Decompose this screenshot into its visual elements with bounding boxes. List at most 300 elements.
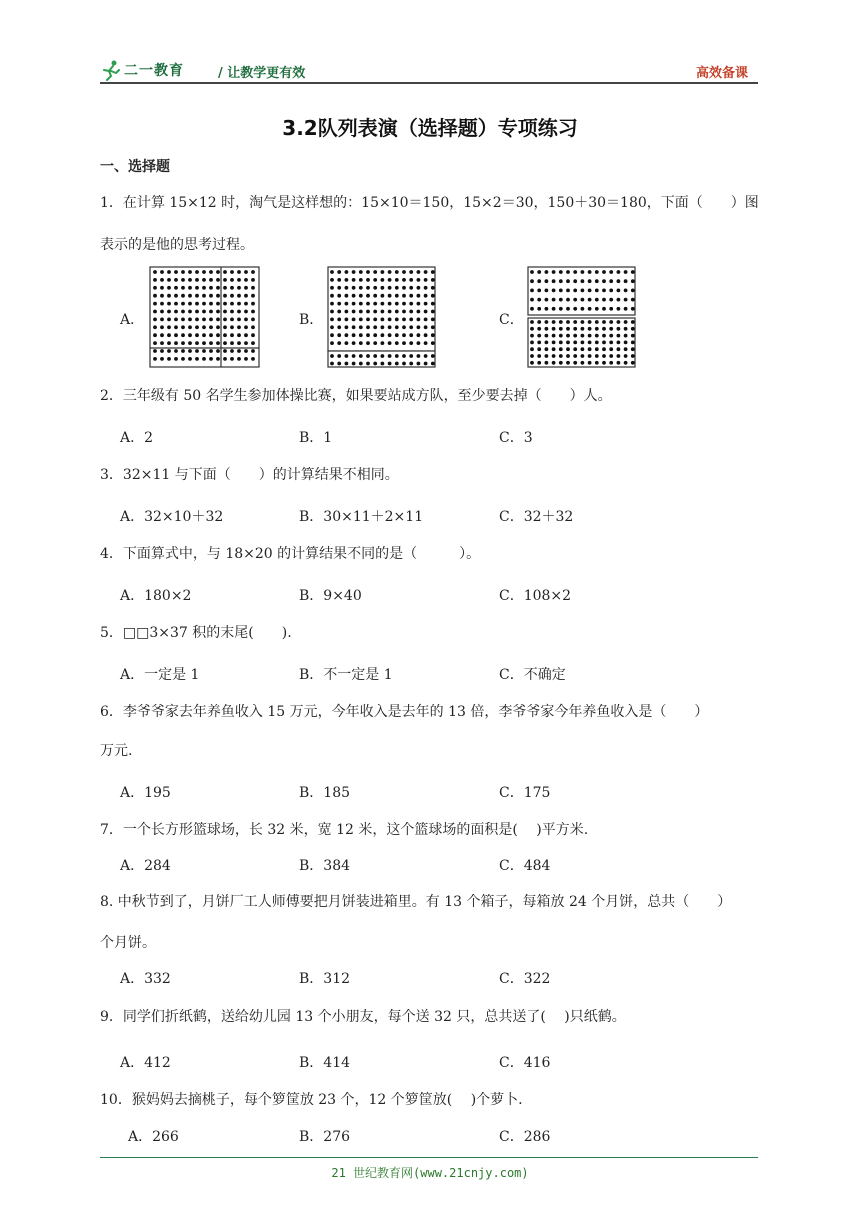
q2-option-b: B．1	[299, 430, 333, 446]
dot	[237, 349, 241, 353]
dot	[595, 327, 599, 331]
q6-option-b: B．185	[299, 785, 351, 801]
dot	[595, 289, 599, 293]
dot	[202, 318, 206, 322]
dot	[595, 270, 599, 274]
dot	[167, 310, 171, 314]
dot	[167, 325, 171, 329]
dot	[359, 318, 363, 322]
dot	[417, 325, 421, 329]
dot	[230, 286, 234, 290]
dot	[160, 325, 164, 329]
dot	[237, 357, 241, 361]
dot	[209, 357, 213, 361]
dot	[573, 279, 577, 283]
dot	[566, 279, 570, 283]
dot	[244, 333, 248, 337]
dot	[631, 347, 635, 351]
dot	[209, 349, 213, 353]
dot	[167, 278, 171, 282]
dot	[402, 278, 406, 282]
dot	[602, 289, 606, 293]
dot	[237, 333, 241, 337]
q7-option-a: A．284	[120, 858, 171, 874]
dot	[388, 362, 392, 366]
dot	[409, 302, 413, 306]
question-3: 3．32×11 与下面（ ）的计算结果不相同。	[100, 467, 399, 483]
dot	[409, 294, 413, 298]
dot	[330, 278, 334, 282]
dot	[595, 361, 599, 365]
dot	[602, 361, 606, 365]
dot	[216, 270, 220, 274]
header-tag: 高效备课	[695, 66, 748, 81]
dot	[609, 298, 613, 302]
dot	[395, 354, 399, 358]
question-2: 2．三年级有 50 名学生参加体操比赛，如果要站成方队，至少要去掉（ ）人。	[100, 388, 612, 404]
dot	[595, 307, 599, 311]
dot	[537, 289, 541, 293]
dot	[337, 325, 341, 329]
dot	[352, 302, 356, 306]
dot	[409, 325, 413, 329]
dot	[545, 279, 549, 283]
dot	[431, 354, 435, 358]
dot	[352, 318, 356, 322]
dot	[373, 341, 377, 345]
dot	[359, 325, 363, 329]
q8-option-b: B．312	[299, 971, 351, 987]
dot	[202, 349, 206, 353]
question-9: 9．同学们折纸鹤，送给幼儿园 13 个小朋友，每个送 32 只，总共送了( )只纸鹤。	[100, 1009, 626, 1025]
dot	[195, 333, 199, 337]
q2-option-a: A．2	[120, 430, 154, 446]
dot	[373, 278, 377, 282]
dot	[244, 318, 248, 322]
dot	[537, 347, 541, 351]
dot	[381, 362, 385, 366]
dot	[160, 349, 164, 353]
dot	[545, 354, 549, 358]
dot	[160, 270, 164, 274]
dot	[530, 270, 534, 274]
dot	[330, 286, 334, 290]
dot	[216, 286, 220, 290]
dot	[417, 278, 421, 282]
dot	[431, 341, 435, 345]
dot	[609, 279, 613, 283]
dot	[559, 361, 563, 365]
dot	[244, 270, 248, 274]
dot	[573, 347, 577, 351]
dot	[552, 361, 556, 365]
dot	[581, 327, 585, 331]
dot	[602, 347, 606, 351]
dot	[388, 325, 392, 329]
dot	[188, 310, 192, 314]
dot	[617, 341, 621, 345]
dot	[424, 278, 428, 282]
dot	[424, 354, 428, 358]
dot	[609, 327, 613, 331]
dot	[631, 279, 635, 283]
dot	[573, 289, 577, 293]
dot	[366, 362, 370, 366]
question-1-line2: 表示的是他的思考过程。	[100, 237, 254, 253]
dot	[181, 325, 185, 329]
dot	[402, 294, 406, 298]
dot	[409, 362, 413, 366]
dot	[330, 302, 334, 306]
dot	[216, 357, 220, 361]
dot	[237, 318, 241, 322]
dot	[174, 325, 178, 329]
dot	[595, 279, 599, 283]
dot	[153, 318, 157, 322]
dot	[588, 320, 592, 324]
dot	[381, 310, 385, 314]
question-7: 7．一个长方形篮球场，长 32 米，宽 12 米，这个篮球场的面积是( )平方米.	[100, 822, 589, 838]
dot	[559, 334, 563, 338]
dot	[624, 341, 628, 345]
dot	[537, 320, 541, 324]
header-divider	[100, 82, 758, 84]
dot	[552, 279, 556, 283]
dot	[345, 310, 349, 314]
dot	[202, 310, 206, 314]
dot	[602, 354, 606, 358]
dot	[153, 333, 157, 337]
dot	[160, 341, 164, 345]
dot	[417, 270, 421, 274]
dot	[181, 278, 185, 282]
logo	[100, 58, 184, 82]
q6-option-c: C．175	[499, 785, 551, 801]
dot	[188, 286, 192, 290]
dot	[160, 302, 164, 306]
q3-option-a: A．32×10＋32	[120, 509, 224, 525]
dot	[417, 333, 421, 337]
dot	[402, 354, 406, 358]
dot	[431, 325, 435, 329]
dot	[174, 278, 178, 282]
dot	[337, 310, 341, 314]
dot	[602, 341, 606, 345]
dot	[209, 341, 213, 345]
dot	[174, 270, 178, 274]
q10-option-c: C．286	[499, 1129, 551, 1145]
dot	[352, 278, 356, 282]
dot	[617, 334, 621, 338]
q6-option-a: A．195	[120, 785, 171, 801]
dot	[352, 362, 356, 366]
dot	[216, 325, 220, 329]
q9-option-c: C．416	[499, 1055, 551, 1071]
dot	[545, 289, 549, 293]
dot	[251, 294, 255, 298]
dot	[216, 302, 220, 306]
dot	[624, 334, 628, 338]
dot	[251, 318, 255, 322]
dot	[417, 318, 421, 322]
dot	[581, 307, 585, 311]
dot	[552, 334, 556, 338]
q3-option-b: B．30×11＋2×11	[299, 509, 424, 525]
dot	[402, 302, 406, 306]
dot	[537, 361, 541, 365]
dot	[545, 361, 549, 365]
dot	[352, 294, 356, 298]
dot	[417, 310, 421, 314]
dot	[330, 354, 334, 358]
dot	[337, 333, 341, 337]
dot	[631, 334, 635, 338]
dot	[631, 361, 635, 365]
dot	[424, 302, 428, 306]
dot	[573, 307, 577, 311]
dot	[337, 354, 341, 358]
dot	[581, 298, 585, 302]
dot	[216, 310, 220, 314]
dot	[609, 320, 613, 324]
dot	[624, 327, 628, 331]
dot	[545, 320, 549, 324]
dot	[223, 310, 227, 314]
dot	[530, 320, 534, 324]
dot	[195, 341, 199, 345]
dot	[566, 354, 570, 358]
dot	[617, 361, 621, 365]
page-header	[100, 58, 758, 84]
dot	[552, 289, 556, 293]
dot	[366, 302, 370, 306]
slogan: / 让教学更有效	[218, 66, 306, 81]
dot	[537, 270, 541, 274]
dot	[366, 325, 370, 329]
dot	[202, 341, 206, 345]
dot	[388, 294, 392, 298]
dot	[402, 318, 406, 322]
dot	[545, 298, 549, 302]
dot	[552, 270, 556, 274]
dot	[237, 270, 241, 274]
q10-option-a: A．266	[128, 1129, 179, 1145]
question-6: 6．李爷爷家去年养鱼收入 15 万元，今年收入是去年的 13 倍，李爷爷家今年养鱼收入是（ ）	[100, 704, 709, 720]
dot	[181, 310, 185, 314]
dot	[373, 286, 377, 290]
dot	[381, 325, 385, 329]
dot	[216, 294, 220, 298]
dot	[160, 286, 164, 290]
dot	[617, 279, 621, 283]
dot	[352, 325, 356, 329]
dot	[244, 349, 248, 353]
dot	[417, 341, 421, 345]
dot	[588, 341, 592, 345]
dot	[202, 286, 206, 290]
dot	[566, 320, 570, 324]
dot	[209, 333, 213, 337]
dot	[431, 310, 435, 314]
dot	[251, 333, 255, 337]
dot-array-figure-b	[327, 266, 437, 368]
dot	[537, 327, 541, 331]
dot	[373, 310, 377, 314]
dot	[552, 307, 556, 311]
dot	[153, 325, 157, 329]
q9-option-a: A．412	[120, 1055, 171, 1071]
dot	[530, 354, 534, 358]
q5-option-c: C．不确定	[499, 667, 566, 683]
dot	[153, 278, 157, 282]
dot	[174, 349, 178, 353]
dot	[424, 341, 428, 345]
dot	[417, 362, 421, 366]
dot	[167, 333, 171, 337]
dot	[359, 310, 363, 314]
dot	[359, 278, 363, 282]
dot	[581, 361, 585, 365]
dot	[609, 354, 613, 358]
dot	[581, 320, 585, 324]
dot	[588, 279, 592, 283]
dot	[381, 294, 385, 298]
dot	[588, 270, 592, 274]
dot	[617, 320, 621, 324]
dot	[330, 310, 334, 314]
dot	[631, 298, 635, 302]
dot	[381, 270, 385, 274]
dot	[352, 286, 356, 290]
dot	[588, 298, 592, 302]
dot	[167, 357, 171, 361]
dot	[223, 318, 227, 322]
dot	[395, 294, 399, 298]
dot	[424, 362, 428, 366]
dot	[395, 318, 399, 322]
section-heading: 一、选择题	[100, 159, 170, 175]
dot	[402, 286, 406, 290]
q2-option-c: C．3	[499, 430, 533, 446]
dot	[237, 341, 241, 345]
q5-option-a: A．一定是 1	[120, 667, 200, 683]
dot	[359, 341, 363, 345]
dot	[230, 270, 234, 274]
dot	[609, 361, 613, 365]
dot	[530, 307, 534, 311]
dot	[409, 286, 413, 290]
dot	[230, 310, 234, 314]
dot	[230, 318, 234, 322]
dot	[617, 270, 621, 274]
q7-option-c: C．484	[499, 858, 551, 874]
dot	[431, 302, 435, 306]
dot	[602, 270, 606, 274]
dot	[602, 320, 606, 324]
dot	[402, 333, 406, 337]
q1-option-c: C．	[499, 312, 524, 328]
dot	[617, 298, 621, 302]
dot	[373, 362, 377, 366]
dot	[202, 333, 206, 337]
dot	[352, 310, 356, 314]
dot	[188, 294, 192, 298]
q4-option-a: A．180×2	[120, 588, 192, 604]
dot	[388, 286, 392, 290]
dot	[566, 361, 570, 365]
dot	[417, 302, 421, 306]
dot	[337, 278, 341, 282]
dot	[359, 302, 363, 306]
dot	[566, 307, 570, 311]
dot	[530, 341, 534, 345]
dot	[216, 318, 220, 322]
dot	[160, 294, 164, 298]
dot	[530, 361, 534, 365]
dot	[617, 354, 621, 358]
dot	[345, 354, 349, 358]
dot	[209, 318, 213, 322]
dot	[566, 298, 570, 302]
dot	[209, 325, 213, 329]
dot	[409, 318, 413, 322]
dot	[388, 278, 392, 282]
dot	[337, 362, 341, 366]
dot	[402, 362, 406, 366]
dot	[345, 333, 349, 337]
dot	[209, 286, 213, 290]
dot	[573, 341, 577, 345]
dot	[373, 325, 377, 329]
dot	[153, 341, 157, 345]
dot	[609, 307, 613, 311]
dot	[417, 294, 421, 298]
dot	[395, 270, 399, 274]
q1-option-b: B．	[299, 312, 324, 328]
dot	[559, 279, 563, 283]
dot	[251, 310, 255, 314]
dot	[388, 270, 392, 274]
dot	[545, 334, 549, 338]
dot	[160, 310, 164, 314]
dot	[381, 333, 385, 337]
dot	[581, 341, 585, 345]
dot	[552, 341, 556, 345]
dot	[223, 333, 227, 337]
dot	[552, 320, 556, 324]
dot	[167, 286, 171, 290]
dot	[566, 289, 570, 293]
dot	[188, 325, 192, 329]
dot	[381, 302, 385, 306]
dot	[595, 354, 599, 358]
dot	[581, 279, 585, 283]
dot	[251, 357, 255, 361]
dot	[352, 270, 356, 274]
dot	[195, 318, 199, 322]
dot	[202, 325, 206, 329]
dot-array-figure-a	[149, 266, 260, 368]
dot	[559, 289, 563, 293]
dot	[431, 362, 435, 366]
dot	[624, 361, 628, 365]
dot	[244, 357, 248, 361]
dot	[573, 270, 577, 274]
dot	[573, 320, 577, 324]
question-5: 5．□□3×37 积的末尾( ).	[100, 625, 292, 641]
dot	[545, 307, 549, 311]
dot	[424, 325, 428, 329]
